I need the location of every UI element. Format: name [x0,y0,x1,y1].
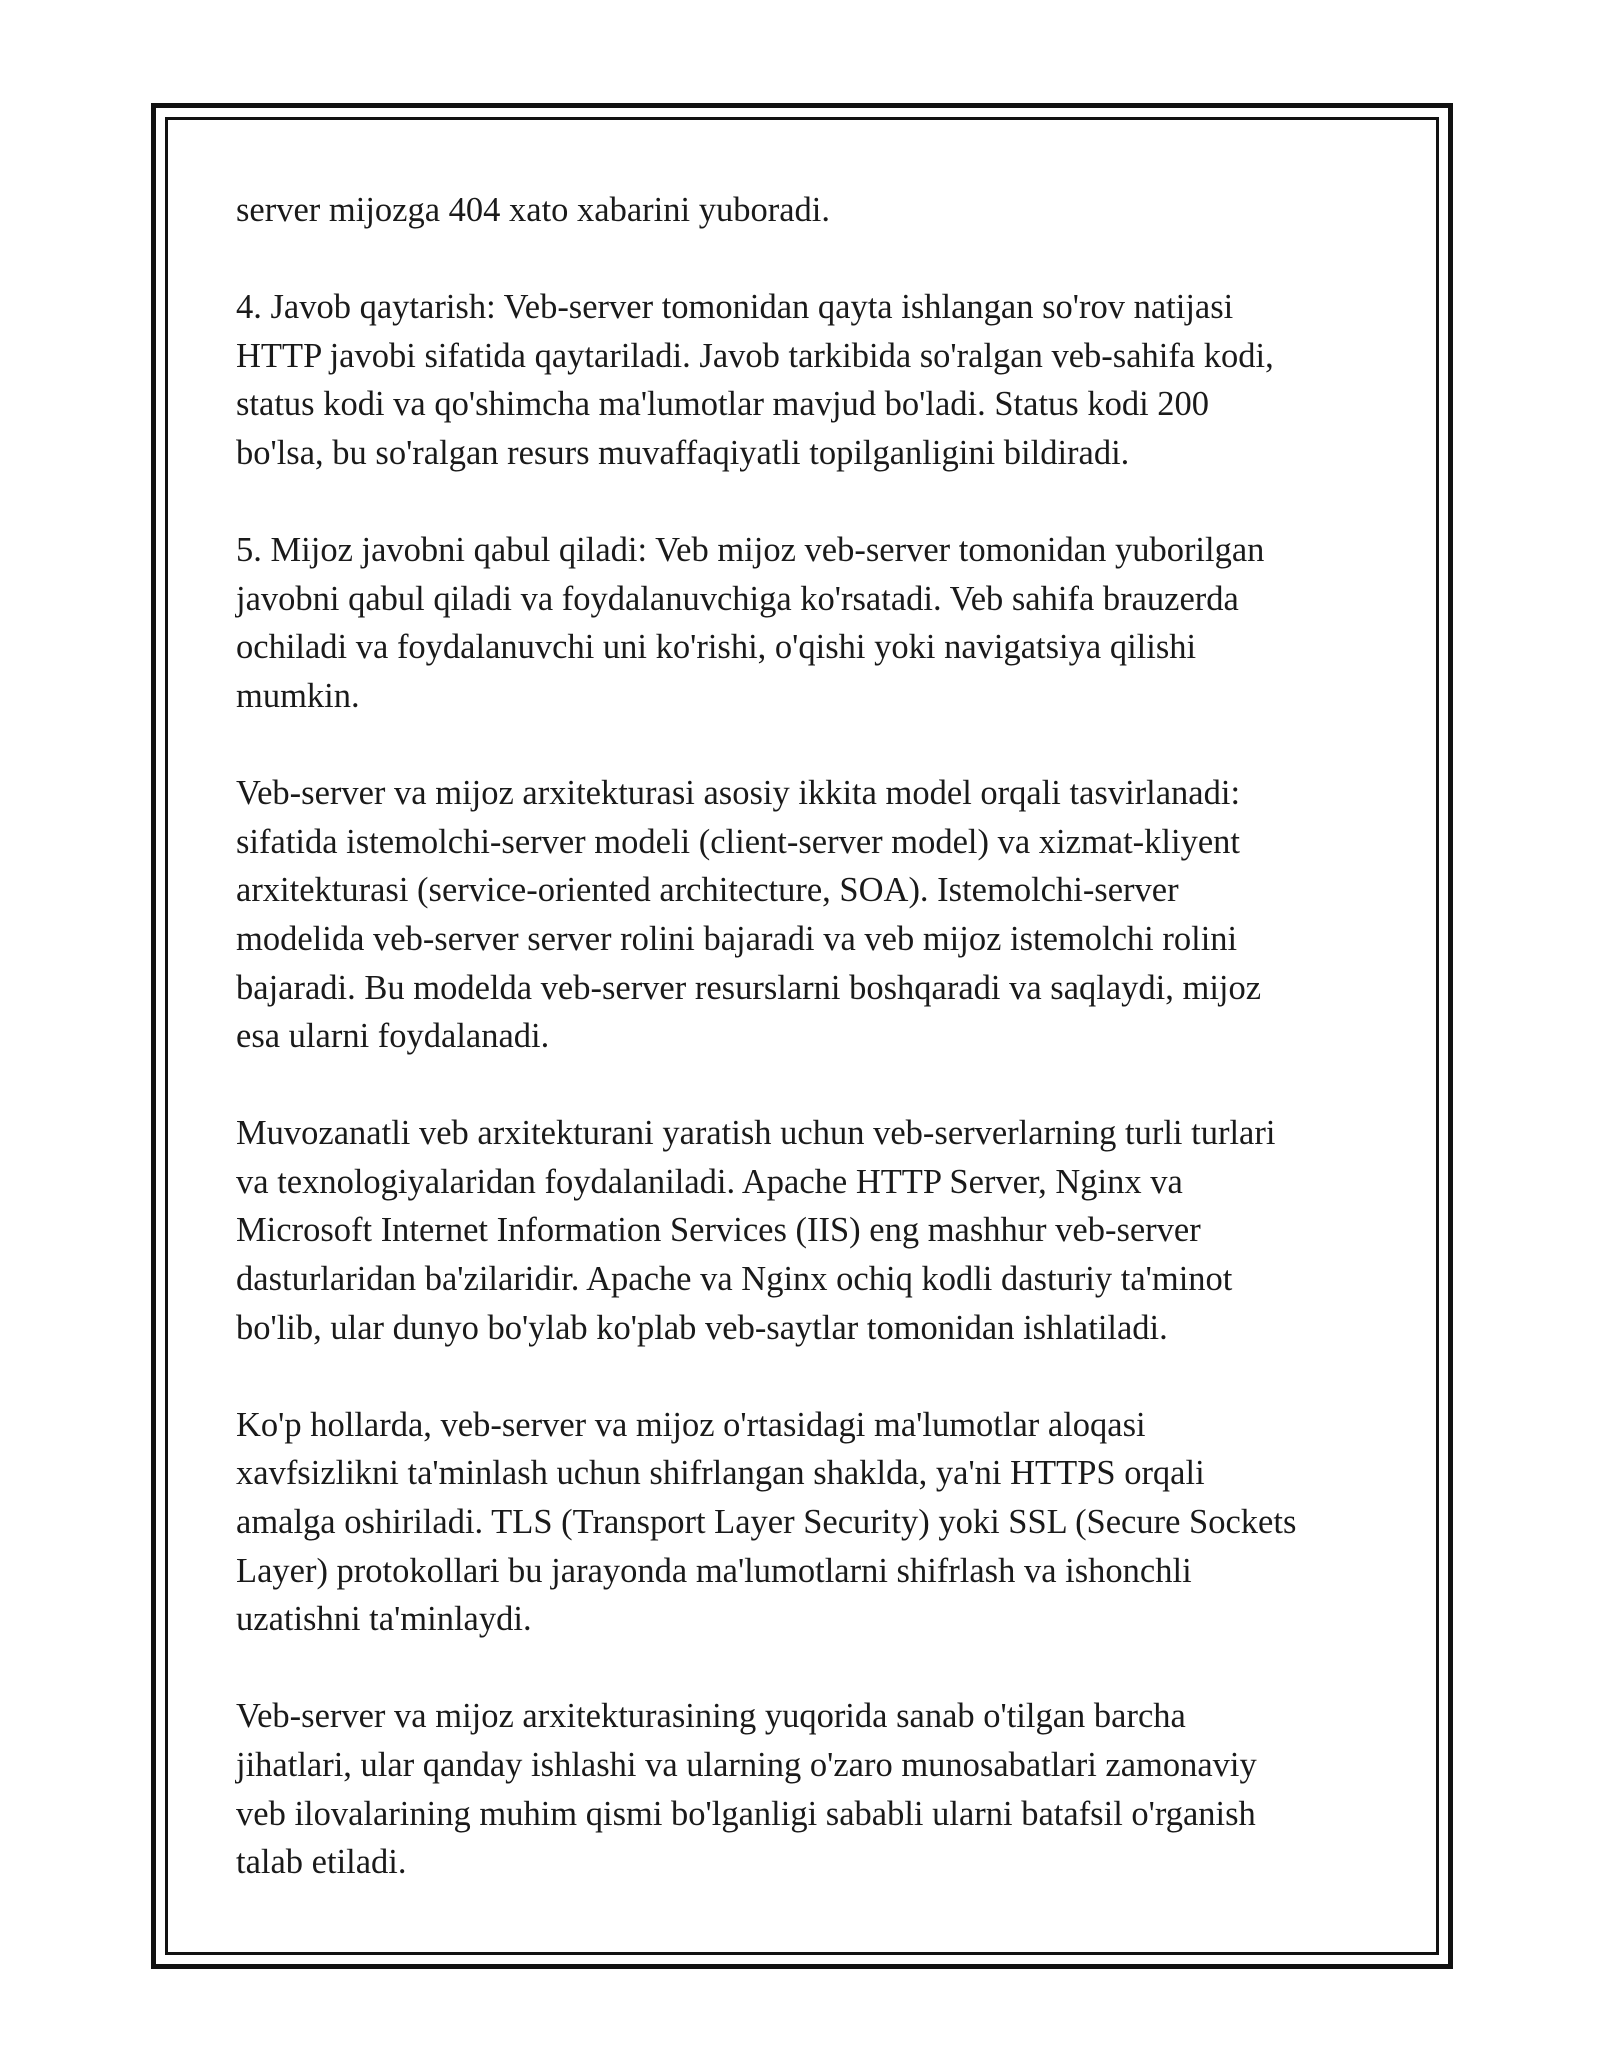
text-line: 4. Javob qaytarish: Veb-server tomonidan qayta ishlangan so'rov natijasi [236,288,1234,327]
text-line: bo'lsa, bu so'ralgan resurs muvaffaqiyatli topilganligini bildiradi. [236,433,1130,472]
text-line: va texnologiyalaridan foydalaniladi. Apache HTTP Server, Nginx va [236,1162,1183,1201]
text-line: 5. Mijoz javobni qabul qiladi: Veb mijoz veb-server tomonidan yuborilgan [236,531,1265,570]
text-line: status kodi va qo'shimcha ma'lumotlar mavjud bo'ladi. Status kodi 200 [236,385,1210,424]
text-line: esa ularni foydalanadi. [236,1017,550,1056]
text-line: bo'lib, ular dunyo bo'ylab ko'plab veb-saytlar tomonidan ishlatiladi. [236,1308,1168,1347]
document-body [236,186,1386,1935]
paragraph-conclusion [236,1692,1386,1886]
paragraph-continuation [236,186,1386,235]
text-line: modelida veb-server server rolini bajaradi va veb mijoz istemolchi rolini [236,919,1238,958]
paragraph-step-4-response [236,283,1386,477]
text-line: uzatishni ta'minlaydi. [236,1600,532,1639]
paragraph-architecture-models [236,769,1386,1061]
text-line: jihatlari, ular qanday ishlashi va ularning o'zaro munosabatlari zamonaviy [236,1746,1257,1784]
text-line: HTTP javobi sifatida qaytariladi. Javob tarkibida so'ralgan veb-sahifa kodi, [236,336,1274,375]
text-line: javobni qabul qiladi va foydalanuvchiga ko'rsatadi. Veb sahifa brauzerda [236,579,1239,618]
text-line: Ko'p hollarda, veb-server va mijoz o'rtasidagi ma'lumotlar aloqasi [236,1405,1146,1444]
text-line: bajaradi. Bu modelda veb-server resurslarni boshqaradi va saqlaydi, mijoz [236,968,1262,1007]
text-line: Veb-server va mijoz arxitekturasining yuqorida sanab o'tilgan barcha [236,1697,1186,1736]
paragraph-security [236,1401,1386,1644]
text-line: mumkin. [236,676,360,715]
text-line: server mijozga 404 xato xabarini yuboradi. [236,191,830,229]
text-line: Layer) protokollari bu jarayonda ma'lumotlarni shifrlash va ishonchli [236,1551,1192,1590]
text-line: arxitekturasi (service-oriented architecture, SOA). Istemolchi-server [236,871,1179,910]
text-line: Veb-server va mijoz arxitekturasi asosiy ikkita model orqali tasvirlanadi: [236,774,1241,813]
text-line: ochiladi va foydalanuvchi uni ko'rishi, o'qishi yoki navigatsiya qilishi [236,628,1197,667]
text-line: Microsoft Internet Information Services (IIS) eng mashhur veb-server [236,1211,1201,1250]
text-line: xavfsizlikni ta'minlash uchun shifrlangan shakldа, ya'ni HTTPS orqali [236,1454,1205,1493]
text-line: veb ilovalarining muhim qismi bo'lganligi sababli ularni batafsil o'rganish [236,1794,1256,1833]
text-line: Muvozanatli veb arxitekturani yaratish uchun veb-serverlarning turli turlari [236,1114,1276,1153]
text-line: talab etiladi. [236,1843,407,1882]
text-line: dasturlaridan ba'zilaridir. Apache va Nginx ochiq kodli dasturiy ta'minot [236,1260,1233,1299]
paragraph-step-5-client-receives [236,526,1386,720]
paragraph-server-software [236,1109,1386,1352]
text-line: sifatida istemolchi-server modeli (client-server model) va xizmat-kliyent [236,822,1240,861]
text-line: amalga oshiriladi. TLS (Transport Layer Security) yoki SSL (Secure Sockets [236,1503,1297,1542]
